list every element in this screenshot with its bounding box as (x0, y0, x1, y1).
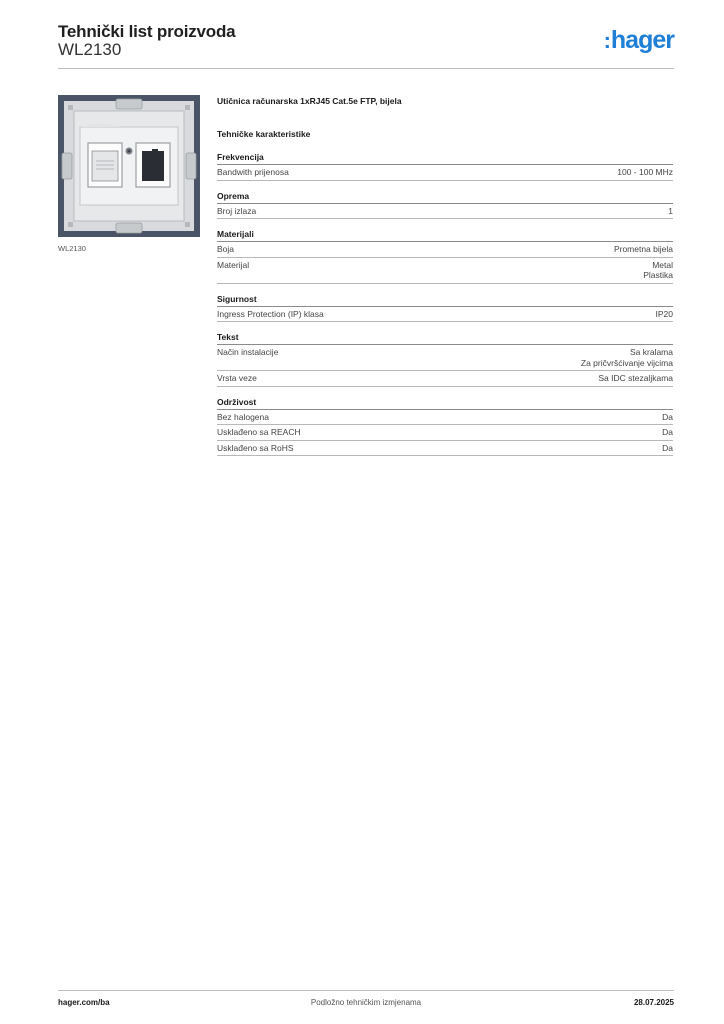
spec-group-frekvencija (217, 152, 673, 181)
spec-value: Da (662, 411, 673, 422)
spec-value: Sa IDC stezaljkama (598, 373, 673, 383)
spec-label: Vrsta veze (217, 373, 257, 383)
spec-label: Boja (217, 244, 235, 254)
spec-label: Materijal (217, 259, 250, 270)
spec-row (217, 307, 673, 323)
spec-group-title: Materijali (217, 229, 673, 242)
spec-label: Način instalacije (217, 347, 279, 357)
spec-value: 100 - 100 MHz (617, 167, 673, 177)
footer-website-link[interactable]: hager.com/ba (58, 998, 110, 1007)
spec-group-odrzivost (217, 397, 673, 457)
spec-group-materijali (217, 229, 673, 284)
spec-group-oprema (217, 191, 673, 220)
document-title: Tehnički list proizvoda (58, 22, 236, 41)
spec-row (217, 441, 673, 457)
spec-label: Usklađeno sa REACH (217, 427, 301, 437)
footer-divider (58, 990, 674, 991)
page-header (58, 20, 674, 68)
spec-row (217, 425, 673, 441)
header-divider (58, 68, 674, 69)
footer-date: 28.07.2025 (633, 998, 674, 1007)
spec-value: IP20 (655, 308, 673, 319)
hager-logo: :hager (603, 26, 674, 54)
spec-group-tekst (217, 332, 673, 387)
spec-value: Da (662, 427, 673, 437)
spec-label: Ingress Protection (IP) klasa (217, 308, 324, 319)
spec-value (581, 347, 673, 368)
spec-value-line: Plastika (643, 270, 673, 280)
spec-group-title: Održivost (217, 397, 673, 410)
specifications (217, 96, 673, 466)
footer-disclaimer: Podložno tehničkim izmjenama (310, 998, 422, 1007)
spec-label: Bandwith prijenosa (217, 167, 289, 177)
spec-group-title: Oprema (217, 191, 673, 204)
spec-value: Da (662, 442, 673, 453)
spec-label: Broj izlaza (217, 205, 257, 216)
spec-value: 1 (668, 205, 673, 216)
spec-label: Bez halogena (217, 411, 269, 422)
spec-row (217, 410, 673, 426)
product-description: Utičnica računarska 1xRJ45 Cat.5e FTP, bijela (217, 96, 402, 106)
spec-value-line: Za pričvršćivanje vijcima (580, 357, 673, 368)
spec-row (217, 204, 673, 220)
spec-row (217, 165, 673, 181)
product-image (58, 95, 200, 237)
spec-label: Usklađeno sa RoHS (217, 442, 294, 453)
spec-group-title: Sigurnost (217, 294, 673, 307)
product-code: WL2130 (58, 40, 122, 59)
spec-value-line: Sa kralama (630, 347, 673, 357)
spec-value: Prometna bijela (613, 244, 673, 254)
spec-group-title: Tekst (217, 332, 673, 345)
image-caption: WL2130 (58, 244, 86, 253)
tech-section-title: Tehničke karakteristike (217, 129, 311, 139)
spec-row (217, 242, 673, 258)
spec-group-sigurnost (217, 294, 673, 323)
spec-group-title: Frekvencija (217, 152, 673, 165)
spec-value-line: Metal (652, 259, 673, 270)
spec-value (643, 260, 673, 281)
spec-row (217, 258, 673, 284)
spec-row (217, 345, 673, 371)
spec-row (217, 371, 673, 387)
